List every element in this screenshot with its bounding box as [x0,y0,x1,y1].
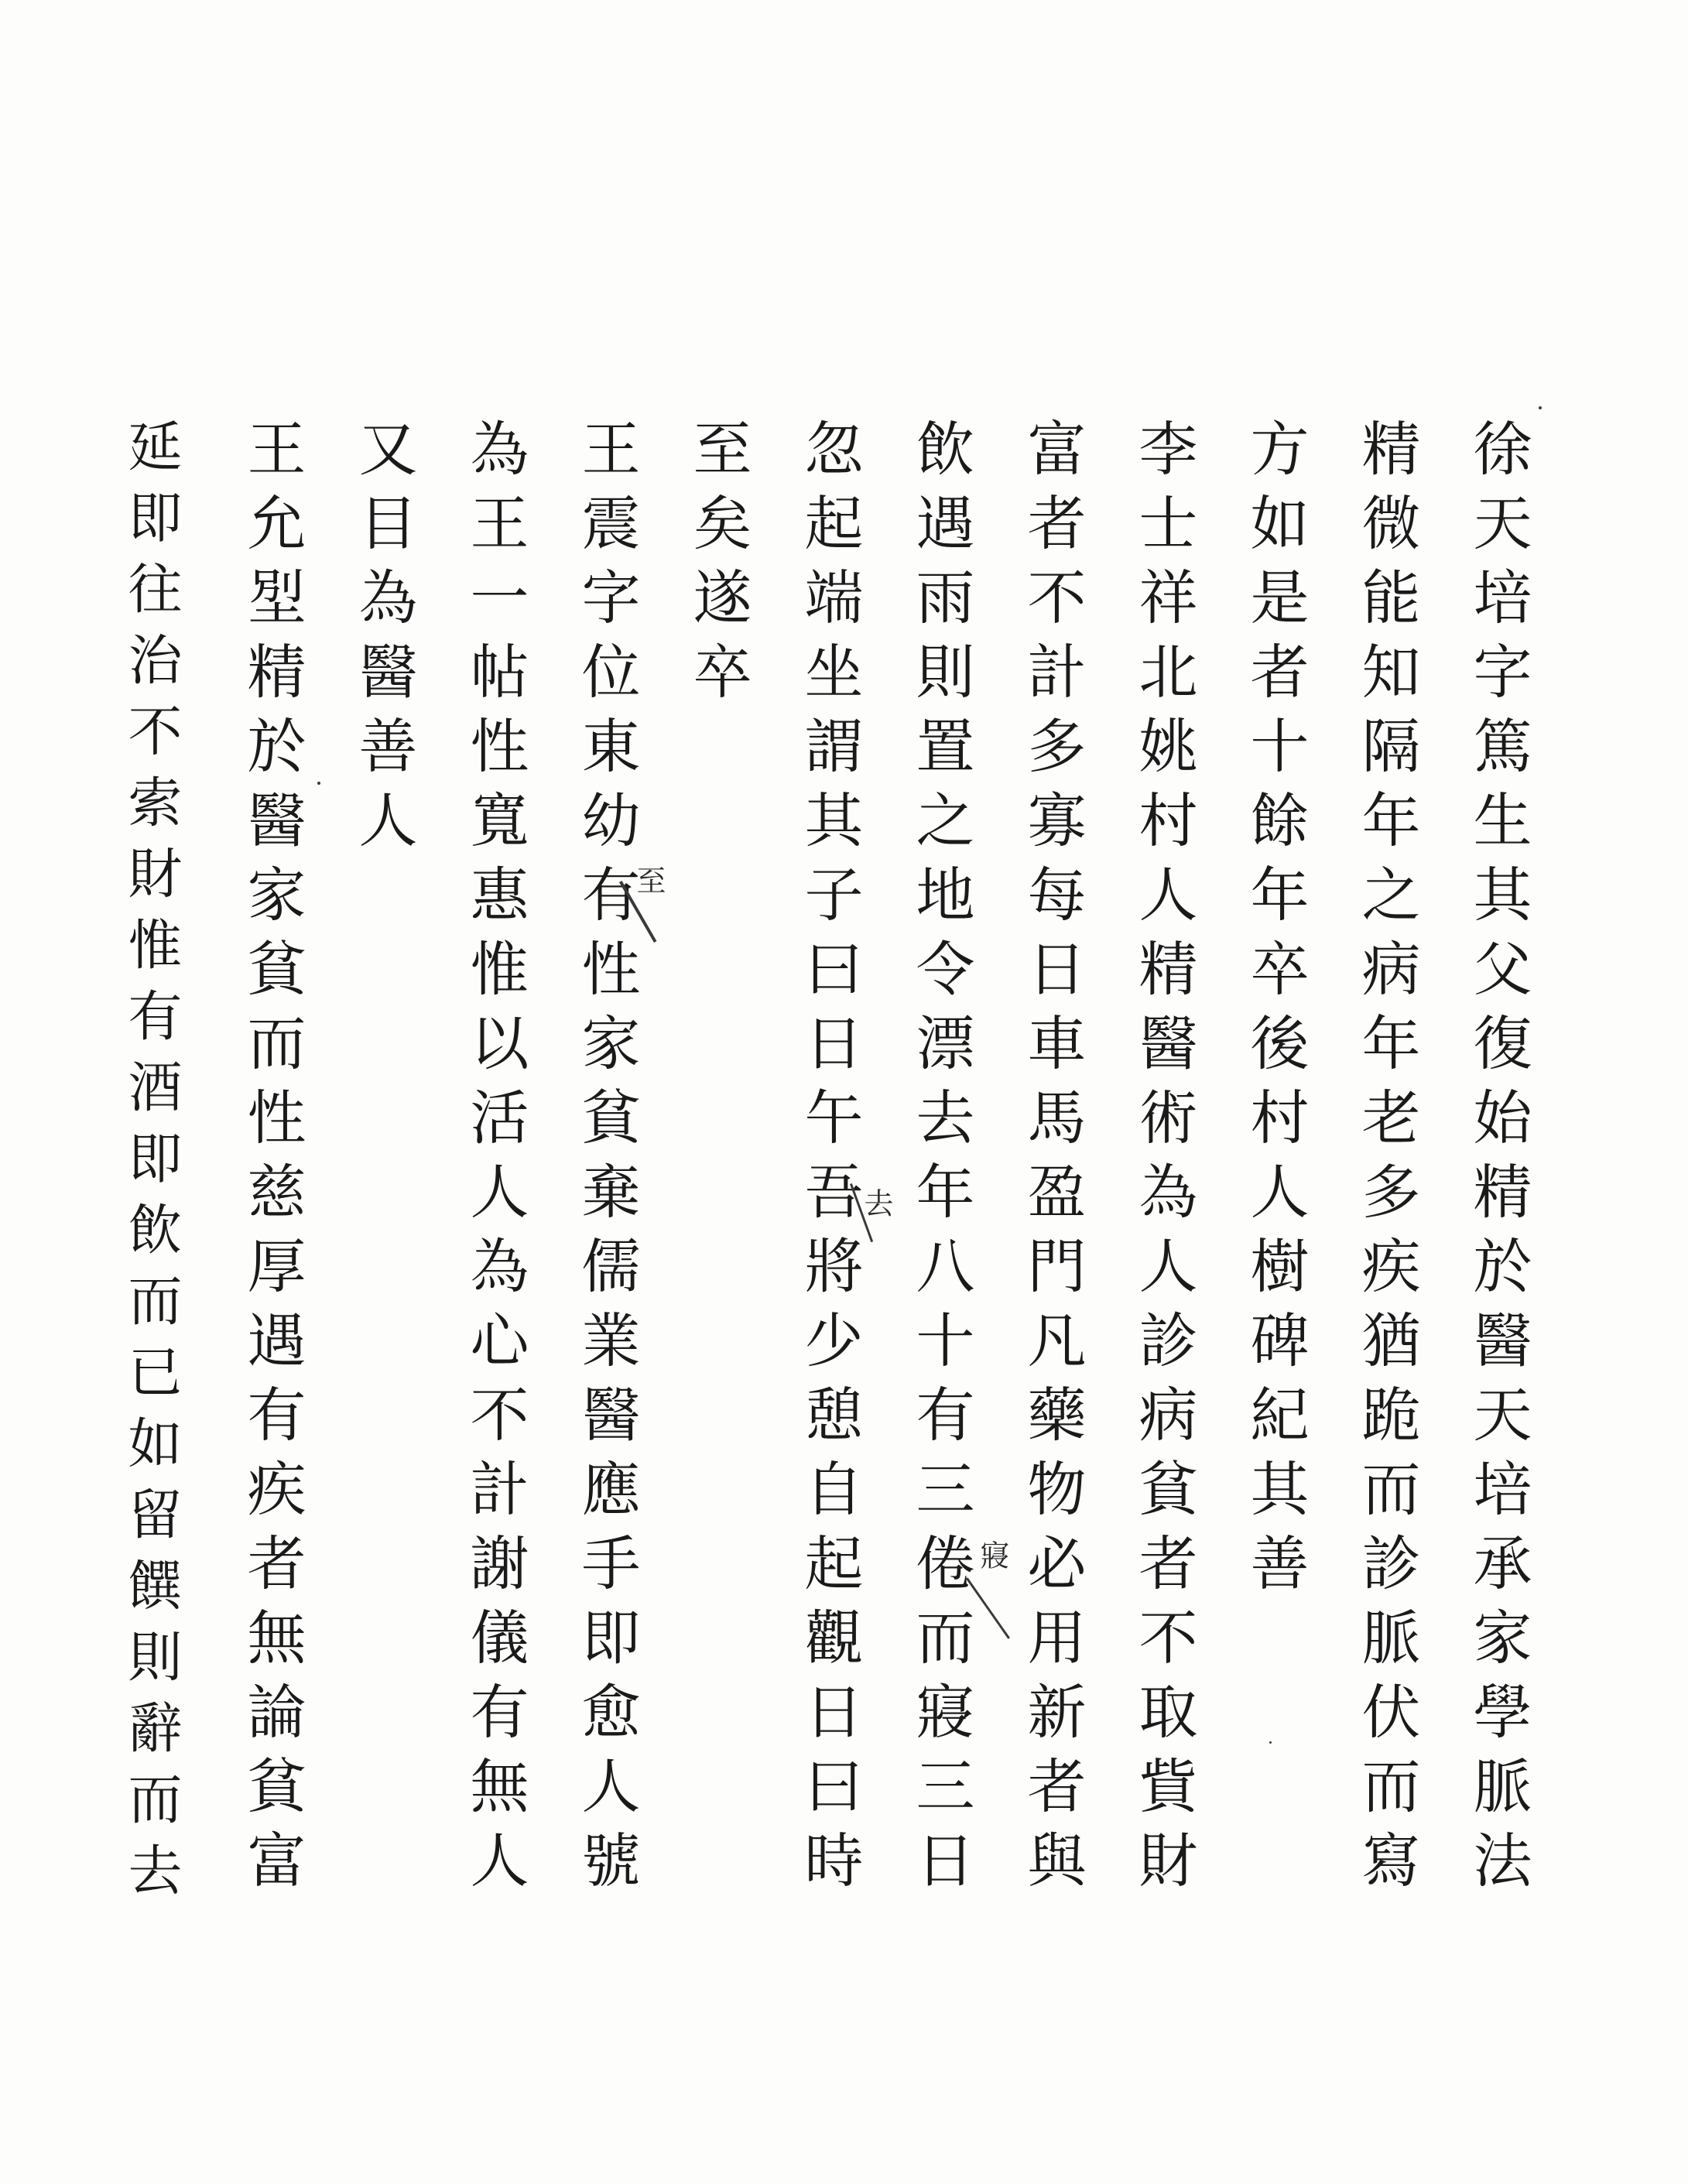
text-column-11: 又目為醫善人 [349,418,418,864]
annotation-qu: 去 [859,1188,893,1217]
scan-speck [317,782,320,785]
scan-speck [1539,406,1542,409]
annotation-zhi: 至 [632,865,666,895]
text-column-8: 至矣遂卒 [683,418,752,715]
scan-speck [1269,1741,1272,1744]
text-column-1: 徐天培字篤生其父復始精於醫天培承家學脈法 [1464,418,1532,1904]
text-column-4: 李士祥北姚村人精醫術為人診病貧者不取貲財 [1129,418,1198,1904]
text-column-13: 延即往治不索財惟有酒即飲而已如留饌則辭而去 [119,418,183,1913]
text-column-12: 王允𡋾精於醫家貧而性慈厚遇有疾者無論貧富 [238,418,306,1904]
text-column-3: 方如是者十餘年卒後村人樹碑紀其善 [1241,418,1310,1607]
text-column-6: 飲遇雨則置之地令漂去年八十有三倦而寢三日 [906,418,975,1904]
text-column-5: 富者不計多寡每日車馬盈門凡藥物必用新者與 [1018,418,1087,1904]
text-column-10: 為王一帖性寬惠惟以活人為心不計謝儀有無人 [461,418,529,1904]
text-column-7: 忽起端坐謂其子曰日午吾將少憩自起觀日曰時 [795,418,864,1904]
annotation-qin: 寢 [975,1540,1009,1570]
text-column-9: 王震字位東幼有性家貧棄儒業醫應手即愈人號 [572,418,641,1904]
text-column-2: 精微能知隔年之病年老多疾猶跪而診脈伏而寫 [1352,418,1421,1904]
